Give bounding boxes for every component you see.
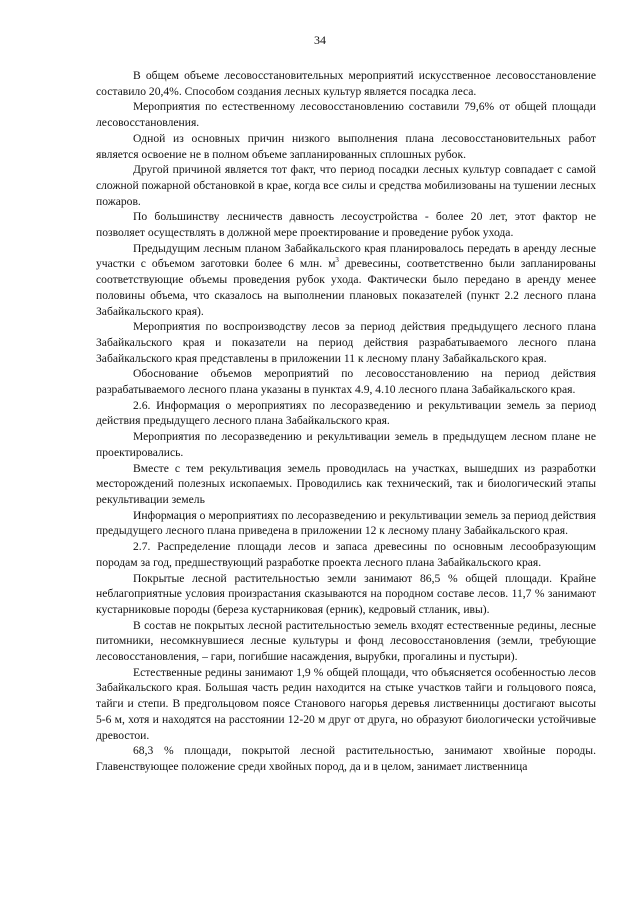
section-heading-2-6: 2.6. Информация о мероприятиях по лесоразведению и рекультивации земель за период действия предыдущего лесного плана Забайкальского края. [96,398,596,428]
lease-text-end: древесины, соответственно были запланированы соответствующие объемы проведения рубок ухода. Фактически было передано в аренду менее половины объема, что сказалось на выполнении плановых показателей (пункт 2.2 лесного плана Забайкальского края). [96,257,596,318]
paragraph: Обоснование объемов мероприятий по лесовосстановлению на период действия разрабатываемого лесного плана указаны в пунктах 4.9, 4.10 лесного плана Забайкальского края. [96,367,596,397]
paragraph: Мероприятия по естественному лесовосстановлению составили 79,6% от общей площади лесовосстановления. [96,100,596,130]
paragraph: 68,3 % площади, покрытой лесной растительностью, занимают хвойные породы. Главенствующее положение среди хвойных пород, да и в целом, занимает лиственница [96,744,596,773]
paragraph: Другой причиной является тот факт, что период посадки лесных культур совпадает с самой сложной пожарной обстановкой в крае, когда все силы и средства мобилизованы на тушении лесных пожаров. [96,163,596,208]
document-body [96,68,596,775]
page-number: 34 [314,33,326,47]
paragraph: Мероприятия по лесоразведению и рекультивации земель в предыдущем лесном плане не проектировались. [96,430,596,459]
paragraph: Одной из основных причин низкого выполнения плана лесовосстановительных работ является освоение не в полном объеме запланированных сплошных рубок. [96,131,596,161]
paragraph: Покрытые лесной растительностью земли занимают 86,5 % общей площади. Крайне неблагоприятные условия произрастания сказываются на породном составе лесов. 11,7 % занимают кустарниковые породы (береза кустарниковая (ерник), кедровый стланик, ивы). [96,571,596,616]
section-heading-2-7: 2.7. Распределение площади лесов и запаса древесины по основным лесообразующим породам за год, предшествующий разработке проекта лесного плана Забайкальского края. [96,540,596,569]
paragraph: В состав не покрытых лесной растительностью земель входят естественные редины, лесные питомники, несомкнувшиеся лесные культуры и фонд лесовосстановления (земли, требующие лесовосстановления, – гари, погибшие насаждения, вырубки, прогалины и пустыри). [96,618,596,664]
paragraph: Информация о мероприятиях по лесоразведению и рекультивации земель за период действия предыдущего лесного плана приведена в приложении 12 к лесному плану Забайкальского края. [96,508,596,538]
paragraph: Естественные редины занимают 1,9 % общей площади, что объясняется особенностью лесов Забайкальского края. Большая часть редин находится на стыке участков тайги и гольцового пояса, тайги и степи. В предгольцовом поясе Станового нагорья деревья лиственницы достигают высоты 5-6 м, хотя и находятся на расстоянии 12-20 м друг от друга, но образуют биологически устойчивые древостои. [96,665,596,742]
paragraph: По большинству лесничеств давность лесоустройства - более 20 лет, этот фактор не позволяет осуществлять в должной мере проектирование и проведение рубок ухода. [96,210,596,240]
lease-text-start: Предыдущим лесным планом Забайкальского края планировалось передать в аренду лесные участки с объемом заготовки более 6 млн. м [96,241,596,271]
paragraph: Мероприятия по воспроизводству лесов за период действия предыдущего лесного плана Забайкальского края и показатели на период действия разрабатываемого лесного плана Забайкальского края представлены в приложении 11 к лесному плану Забайкальского края. [96,320,596,365]
paragraph: Вместе с тем рекультивация земель проводилась на участках, вышедших из разработки месторождений полезных ископаемых. Проводились как технический, так и биологический этапы рекультивации земель [96,461,596,506]
paragraph-lease [96,241,596,320]
cubic-superscript: 3 [335,256,339,265]
paragraph: В общем объеме лесовосстановительных мероприятий искусственное лесовосстановление составило 20,4%. Способом создания лесных культур является посадка леса. [96,69,596,98]
